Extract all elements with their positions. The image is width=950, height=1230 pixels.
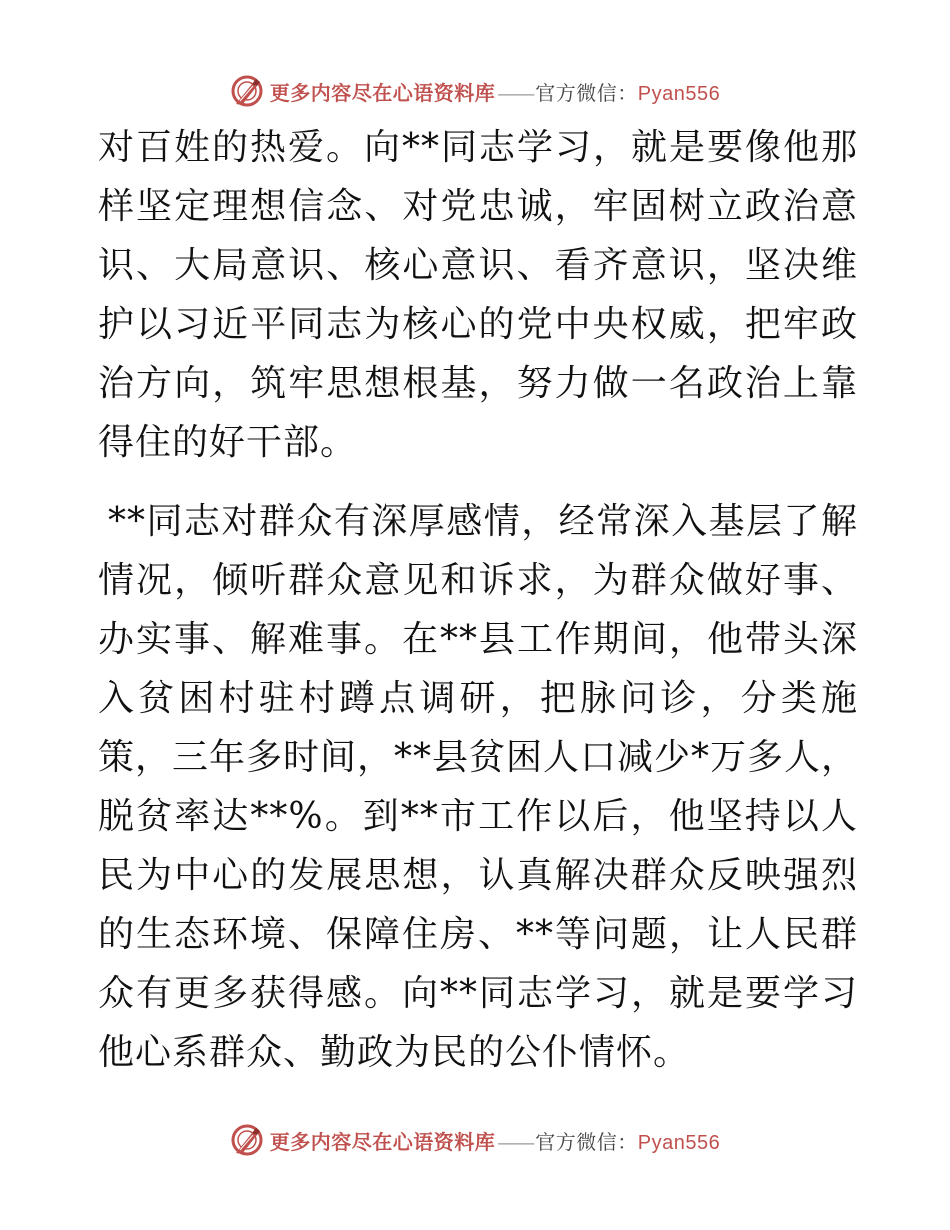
footer-banner-content <box>230 1123 720 1157</box>
pen-nib-logo-icon <box>230 1123 264 1157</box>
header-banner <box>0 71 950 111</box>
header-banner-text <box>270 77 720 106</box>
footer-wechat-id: Pyan556 <box>637 1131 721 1154</box>
body-paragraph-1: 对百姓的热爱。向**同志学习，就是要像他那样坚定理想信念、对党忠诚，牢固树立政治意识、大局意识、核心意识、看齐意识，坚决维护以习近平同志为核心的党中央权威，把牢政治方向，筑牢思想根基，努力做一名政治上靠得住的好干部。 <box>98 127 858 463</box>
footer-site-text: 更多内容尽在心语资料库 <box>269 1129 496 1154</box>
header-dash: —— <box>497 80 534 105</box>
body-paragraph-2: **同志对群众有深厚感情，经常深入基层了解情况，倾听群众意见和诉求，为群众做好事、办实事、解难事。在**县工作期间，他带头深入贫困村驻村蹲点调研，把脉问诊，分类施策，三年多时间，**县贫困人口减少*万多人，脱贫率达**%。到**市工作以后，他坚持以人民为中心的发展思想，认真解决群众反映强烈的生态环境、保障住房、**等问题，让人民群众有更多获得感。向**同志学习，就是要学习他心系群众、勤政为民的公仆情怀。 <box>98 501 859 1073</box>
header-wechat-label: 官方微信： <box>535 80 638 105</box>
header-banner-content <box>230 74 720 108</box>
header-wechat-id: Pyan556 <box>637 82 721 105</box>
pen-nib-logo-icon <box>230 74 264 108</box>
footer-dash: —— <box>497 1129 534 1154</box>
header-site-text: 更多内容尽在心语资料库 <box>269 80 496 105</box>
footer-banner-text <box>270 1126 720 1155</box>
footer-banner <box>0 1120 950 1160</box>
footer-wechat-label: 官方微信： <box>535 1129 638 1154</box>
document-body <box>98 118 858 1082</box>
